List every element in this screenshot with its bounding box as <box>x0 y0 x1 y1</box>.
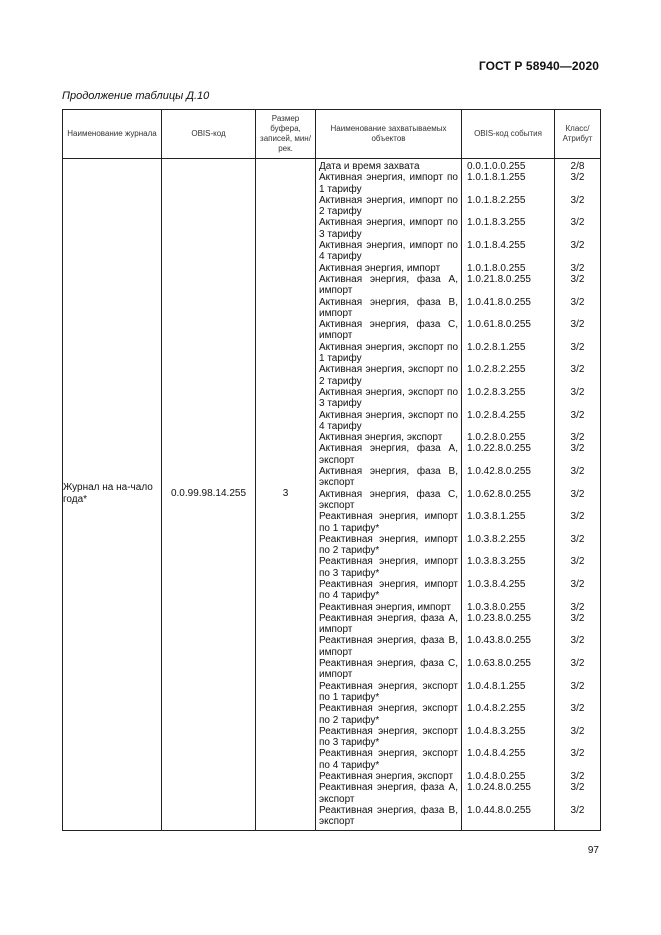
table-row <box>63 159 601 831</box>
class-attribute-value: 3/2 <box>570 556 585 568</box>
class-attribute-value: 3/2 <box>570 386 585 398</box>
object-name: Реактивная энергия, импорт по 2 тарифу* <box>319 533 458 557</box>
class-attribute-value: 3/2 <box>570 680 585 692</box>
event-obis-code: 1.0.1.8.2.255 <box>467 194 526 206</box>
event-obis-code: 1.0.62.8.0.255 <box>467 488 531 500</box>
event-obis-code: 1.0.2.8.4.255 <box>467 409 526 421</box>
class-attribute-value: 3/2 <box>570 578 585 590</box>
class-attribute-value: 3/2 <box>570 432 585 444</box>
event-obis-code: 1.0.2.8.0.255 <box>467 432 526 444</box>
class-attribute-value: 3/2 <box>570 194 585 206</box>
object-name: Активная энергия, экспорт по 4 тарифу <box>319 409 458 432</box>
object-name: Реактивная энергия, импорт по 4 тарифу* <box>319 578 458 602</box>
col-header-class-attribute: Класс/ Атрибут <box>555 110 601 159</box>
object-name: Реактивная энергия, экспорт по 4 тарифу* <box>319 748 458 771</box>
class-attribute-value: 3/2 <box>570 725 585 737</box>
class-attribute-value: 3/2 <box>570 262 585 274</box>
object-name: Реактивная энергия, импорт по 1 тарифу* <box>319 511 458 534</box>
object-name: Реактивная энергия, фаза В, экспорт <box>319 804 458 828</box>
event-obis-code: 1.0.41.8.0.255 <box>467 296 531 308</box>
buffer-size-cell: 3 <box>256 159 316 831</box>
object-name: Реактивная энергия, импорт <box>319 601 451 613</box>
event-obis-code: 1.0.21.8.0.255 <box>467 273 531 285</box>
event-obis-code: 1.0.1.8.4.255 <box>467 240 526 252</box>
object-name: Реактивная энергия, фаза В, импорт <box>319 635 458 658</box>
event-obis-code: 1.0.23.8.0.255 <box>467 612 531 624</box>
journal-name-cell: Журнал на на-чало года* <box>63 159 162 831</box>
event-obis-code: 1.0.63.8.0.255 <box>467 658 531 670</box>
object-name: Активная энергия, импорт по 1 тарифу <box>319 172 458 195</box>
event-obis-code: 1.0.3.8.4.255 <box>467 578 526 590</box>
event-obis-code: 1.0.3.8.0.255 <box>467 601 526 613</box>
class-attribute-value: 3/2 <box>570 658 585 670</box>
class-attribute-value: 3/2 <box>570 488 585 500</box>
event-obis-code: 1.0.3.8.2.255 <box>467 533 526 545</box>
object-name: Активная энергия, импорт по 4 тарифу <box>319 240 458 263</box>
event-obis-cell <box>462 159 555 831</box>
object-name: Активная энергия, фаза А, импорт <box>319 273 458 297</box>
event-obis-code: 1.0.4.8.1.255 <box>467 680 526 692</box>
object-name: Активная энергия, фаза С, импорт <box>319 319 458 342</box>
class-attribute-cell <box>555 159 601 831</box>
event-obis-code: 1.0.3.8.3.255 <box>467 556 526 568</box>
event-obis-code: 1.0.42.8.0.255 <box>467 466 531 478</box>
event-obis-code: 1.0.4.8.4.255 <box>467 748 526 760</box>
object-name: Реактивная энергия, импорт по 3 тарифу* <box>319 556 458 579</box>
journal-obis-cell: 0.0.99.98.14.255 <box>162 159 256 831</box>
object-name: Активная энергия, импорт по 3 тарифу <box>319 217 458 240</box>
class-attribute-value: 3/2 <box>570 240 585 252</box>
object-name: Реактивная энергия, экспорт по 3 тарифу* <box>319 725 458 749</box>
class-attribute-value: 2/8 <box>570 161 585 172</box>
col-header-captured-objects: Наименование захватываемых объектов <box>316 110 462 159</box>
object-name: Реактивная энергия, экспорт <box>319 771 454 783</box>
event-obis-code: 1.0.4.8.0.255 <box>467 771 526 783</box>
class-attribute-value: 3/2 <box>570 466 585 478</box>
object-name: Активная энергия, фаза С, экспорт <box>319 488 458 511</box>
table-header-row <box>63 110 601 159</box>
class-attribute-value: 3/2 <box>570 511 585 523</box>
object-name: Активная энергия, экспорт <box>319 432 443 444</box>
class-attribute-value: 3/2 <box>570 319 585 331</box>
object-name: Активная энергия, экспорт по 1 тарифу <box>319 341 458 365</box>
class-attribute-value: 3/2 <box>570 172 585 184</box>
object-name: Реактивная энергия, экспорт по 2 тарифу* <box>319 703 458 726</box>
event-obis-code: 1.0.61.8.0.255 <box>467 319 531 331</box>
class-attribute-value: 3/2 <box>570 364 585 376</box>
class-attribute-value: 3/2 <box>570 703 585 715</box>
journal-table <box>62 109 601 831</box>
object-name: Активная энергия, фаза В, экспорт <box>319 466 458 489</box>
event-obis-code: 1.0.44.8.0.255 <box>467 804 531 816</box>
object-name: Активная энергия, экспорт по 2 тарифу <box>319 364 458 387</box>
class-attribute-value: 3/2 <box>570 804 585 816</box>
col-header-obis-code: OBIS-код <box>162 110 256 159</box>
event-obis-code: 0.0.1.0.0.255 <box>467 161 526 172</box>
object-name: Активная энергия, фаза А, экспорт <box>319 443 458 466</box>
class-attribute-value: 3/2 <box>570 771 585 783</box>
event-obis-code: 1.0.43.8.0.255 <box>467 635 531 647</box>
class-attribute-value: 3/2 <box>570 341 585 353</box>
table-caption: Продолжение таблицы Д.10 <box>62 90 210 102</box>
event-obis-code: 1.0.22.8.0.255 <box>467 443 531 455</box>
document-header: ГОСТ Р 58940—2020 <box>478 59 599 73</box>
event-obis-code: 1.0.1.8.1.255 <box>467 172 526 184</box>
event-obis-code: 1.0.4.8.3.255 <box>467 725 526 737</box>
col-header-event-obis-code: OBIS-код события <box>462 110 555 159</box>
object-name: Активная энергия, экспорт по 3 тарифу <box>319 386 458 410</box>
class-attribute-value: 3/2 <box>570 533 585 545</box>
object-name: Дата и время захвата <box>319 161 420 172</box>
class-attribute-value: 3/2 <box>570 635 585 647</box>
class-attribute-value: 3/2 <box>570 409 585 421</box>
object-name: Реактивная энергия, фаза А, экспорт <box>319 782 458 805</box>
event-obis-code: 1.0.2.8.1.255 <box>467 341 526 353</box>
event-obis-code: 1.0.24.8.0.255 <box>467 782 531 794</box>
class-attribute-value: 3/2 <box>570 217 585 229</box>
object-name: Реактивная энергия, фаза А, импорт <box>319 612 458 636</box>
object-name: Активная энергия, импорт <box>319 262 441 274</box>
event-obis-code: 1.0.2.8.2.255 <box>467 364 526 376</box>
captured-objects-cell <box>316 159 462 831</box>
class-attribute-value: 3/2 <box>570 601 585 613</box>
page-number: 97 <box>587 845 599 856</box>
event-obis-code: 1.0.3.8.1.255 <box>467 511 526 523</box>
object-name: Реактивная энергия, экспорт по 1 тарифу* <box>319 680 458 703</box>
class-attribute-value: 3/2 <box>570 748 585 760</box>
object-name: Активная энергия, импорт по 2 тарифу <box>319 194 458 218</box>
class-attribute-value: 3/2 <box>570 273 585 285</box>
col-header-buffer-size: Размер буфера, записей, мин/рек. <box>256 110 316 159</box>
event-obis-code: 1.0.1.8.3.255 <box>467 217 526 229</box>
event-obis-code: 1.0.4.8.2.255 <box>467 703 526 715</box>
class-attribute-value: 3/2 <box>570 612 585 624</box>
class-attribute-value: 3/2 <box>570 296 585 308</box>
object-name: Активная энергия, фаза В, импорт <box>319 296 458 319</box>
object-name: Реактивная энергия, фаза С, импорт <box>319 658 458 681</box>
event-obis-code: 1.0.1.8.0.255 <box>467 262 526 274</box>
class-attribute-value: 3/2 <box>570 443 585 455</box>
col-header-journal-name: Наименование журнала <box>63 110 162 159</box>
event-obis-code: 1.0.2.8.3.255 <box>467 386 526 398</box>
class-attribute-value: 3/2 <box>570 782 585 794</box>
